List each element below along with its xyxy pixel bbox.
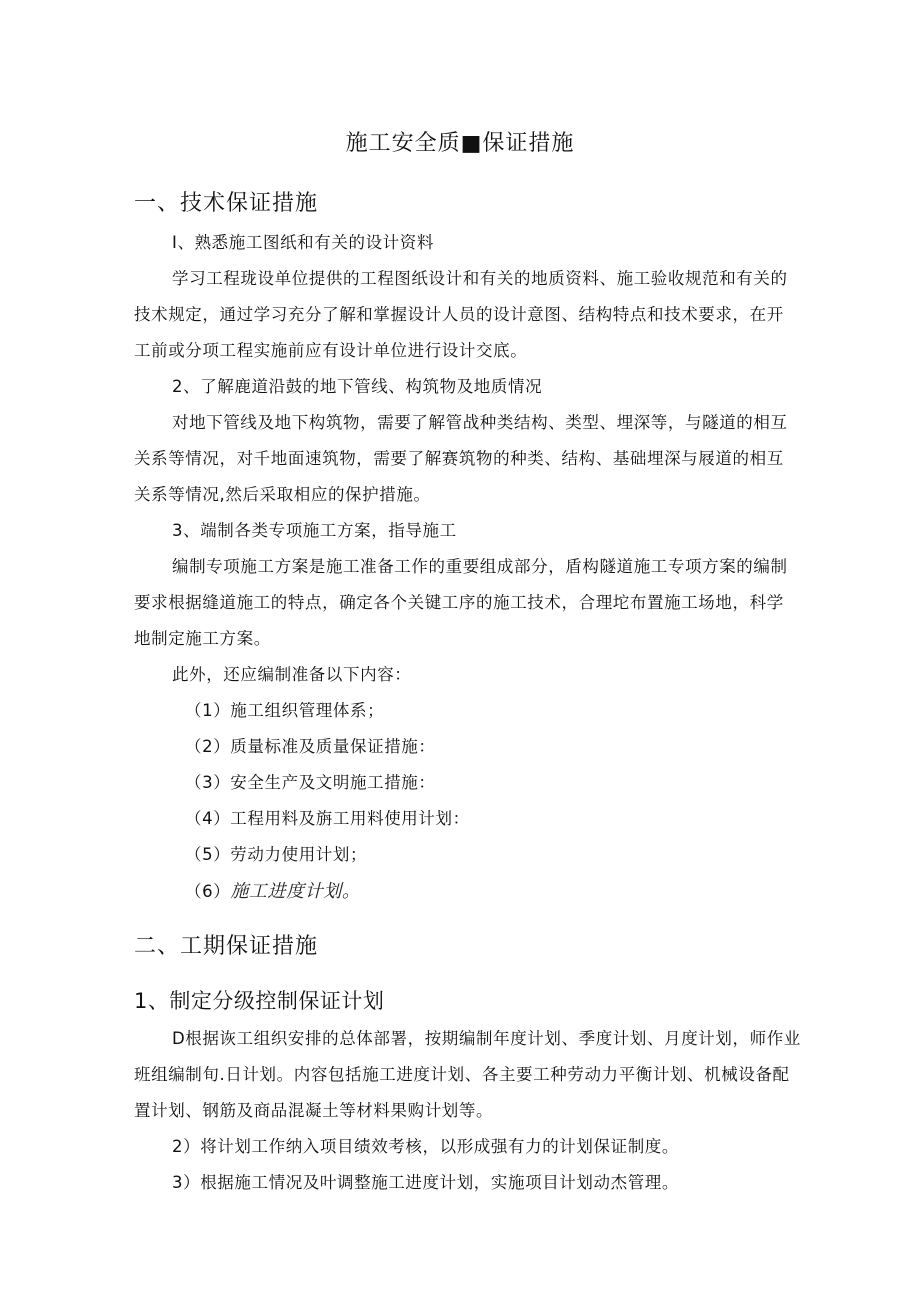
paragraph-line: 工前或分项工程实施前应有设计单位进行设计交底。 [134,341,528,360]
subsection-1-3-heading: 3、端制各类专项施工方案，指导施工 [172,521,457,540]
list-item-number: （6） [185,882,231,901]
paragraph-line: 技术规定，通过学习充分了解和掌握设计人员的设计意图、结构特点和技术要求，在开 [134,305,784,324]
paragraph-line: 2）将计划工作纳入项目绩效考核，以形成强有力的计划保证制度。 [172,1137,679,1156]
paragraph-line: 置计划、钢筋及商品混凝土等材料果购计划等。 [134,1101,494,1120]
paragraph-line: 地制定施工方案。 [134,629,271,648]
list-item: （4）工程用料及旃工用料使用计划： [185,809,470,828]
paragraph-line: 3）根据施工情况及叶调整施工进度计划，实施项目计划动杰管理。 [172,1173,679,1192]
paragraph-line: 班组编制旬.日计划。内容包括施工进度计划、各主要工种劳动力平衡计划、机械设备配 [134,1065,790,1084]
section-2-heading: 二、工期保证措施 [134,934,319,959]
paragraph-line: 要求根据缝道施工的特点，确定各个关键工序的施工技术，合理坨布置施工场地，科学 [134,593,784,612]
paragraph-line: 学习工程珑设单位提供的工程图纸设计和有关的地质资料、施工验收规范和有关的 [172,269,788,288]
subsection-1-1-heading: I、熟悉施工图纸和有关的设计资料 [172,233,434,252]
list-item-text: 施工进度计划。 [230,881,361,902]
paragraph-line: 关系等情况,然后采取相应的保护措施。 [134,485,431,504]
paragraph-line: 关系等情况，对千地面速筑物，需要了解赛筑物的种类、结构、基础埋深与屐道的相互 [134,449,784,468]
section-1-heading: 一、技术保证措施 [134,191,319,216]
subsection-1-2-heading: 2、了解鹿道沿鼓的地下管线、构筑物及地质情况 [172,377,543,396]
list-intro: 此外，还应编制准备以下内容： [172,665,412,684]
document-title: 施工安全质■保证措施 [345,131,575,156]
list-item: （5）劳动力使用计划； [185,845,368,864]
paragraph-line: 编制专项施工方案是施工准备工作的重要组成部分，盾构隧道施工专项方案的编制 [172,557,788,576]
list-item [185,877,361,903]
paragraph-line: 对地下管线及地下构筑物，需要了解管战种类结构、类型、埋深等，与隧道的相互 [172,413,788,432]
list-item: （3）安全生产及文明施工措施： [185,773,436,792]
list-item: （1）施工组织管理体系； [185,701,385,720]
paragraph-line: D根据诙工组织安排的总体部署，按期编制年度计划、季度计划、月度计划，师作业 [172,1029,801,1048]
subsection-2-1-heading: 1、制定分级控制保证计划 [134,989,385,1013]
list-item: （2）质量标准及质量保证措施： [185,737,436,756]
